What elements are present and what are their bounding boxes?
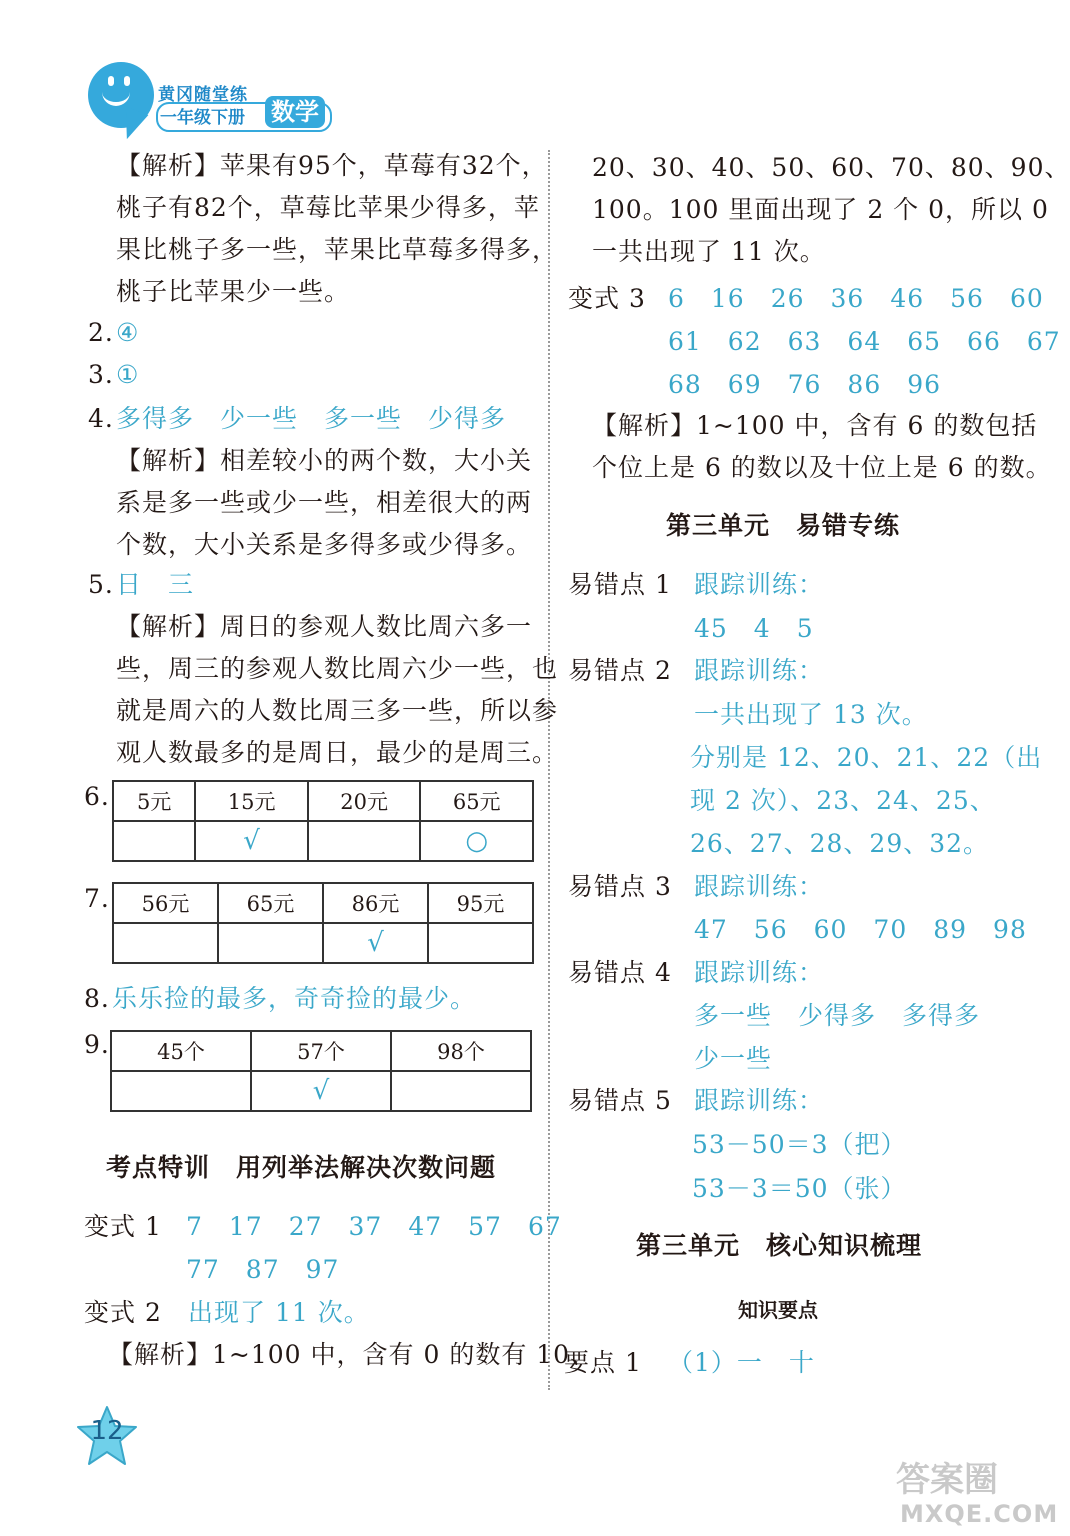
unit-title-core-knowledge: 第三单元 核心知识梳理	[636, 1231, 923, 1260]
q6-mark-cell: ○	[420, 821, 533, 861]
page-number: 12	[90, 1416, 124, 1446]
q3-number: 3.	[88, 360, 114, 389]
q4-answer: 多得多 少一些 多一些 少得多	[116, 404, 507, 433]
q9-mark-cell	[111, 1071, 251, 1111]
unit-title-error-practice: 第三单元 易错专练	[666, 511, 901, 540]
error-point-3-head: 跟踪训练：	[694, 872, 825, 901]
key-point-1-answer: （1）一 十	[668, 1348, 815, 1377]
section-title-special-training: 考点特训 用列举法解决次数问题	[106, 1153, 497, 1182]
variant-3-analysis-line-2: 个位上是 6 的数以及十位上是 6 的数。	[592, 453, 1052, 482]
q5-analysis-line-3: 就是周六的人数比周三多一些，所以参	[116, 696, 559, 725]
q8-answer: 乐乐捡的最多，奇奇捡的最少。	[112, 984, 477, 1013]
error-point-2-line-3: 现 2 次）、23、24、25、	[690, 786, 996, 815]
q6-table	[112, 780, 534, 862]
variant-3-analysis-line-1: 【解析】1~100 中，含有 6 的数包括	[592, 411, 1038, 440]
variant-1-answer-line-1: 7 17 27 37 47 57 67	[186, 1212, 562, 1241]
q5-analysis-line-1: 【解析】周日的参观人数比周六多一	[116, 612, 533, 641]
q6-header-cell: 65元	[420, 781, 533, 821]
q7-header-cell: 56元	[113, 883, 218, 923]
variant-3-answer-line-3: 68 69 76 86 96	[668, 370, 942, 399]
key-point-1-label: 要点 1	[564, 1348, 642, 1377]
q7-number: 7.	[84, 884, 110, 913]
error-point-2-line-4: 26、27、28、29、32。	[690, 829, 990, 858]
q5-answer: 日 三	[116, 570, 195, 599]
error-point-5-head: 跟踪训练：	[694, 1086, 825, 1115]
q7-header-cell: 95元	[428, 883, 533, 923]
variant-3-answer-line-1: 6 16 26 36 46 56 60	[668, 284, 1044, 313]
variant-3-label: 变式 3	[568, 284, 646, 313]
logo-eye-right	[124, 76, 130, 86]
error-point-5-line-2: 53－3＝50（张）	[692, 1174, 907, 1203]
q9-number: 9.	[84, 1030, 110, 1059]
error-point-4-line-1: 多一些 少得多 多得多	[694, 1001, 981, 1030]
watermark-url: MXQE.COM	[900, 1500, 1059, 1528]
q5-analysis-line-2: 些，周三的参观人数比周六少一些，也	[116, 654, 559, 683]
q7-mark-cell: √	[323, 923, 428, 963]
variant-1-answer-line-2: 77 87 97	[186, 1255, 340, 1284]
error-point-2-head: 跟踪训练：	[694, 656, 825, 685]
q2-number: 2.	[88, 318, 114, 347]
q7-mark-cell	[218, 923, 323, 963]
error-point-1-answer: 45 4 5	[694, 614, 814, 643]
error-point-4-line-2: 少一些	[694, 1044, 773, 1073]
q4-number: 4.	[88, 404, 114, 433]
watermark-logo: 答案圈	[896, 1460, 998, 1500]
error-point-5-label: 易错点 5	[568, 1086, 672, 1115]
error-point-1-head: 跟踪训练：	[694, 570, 825, 599]
error-point-5-line-1: 53－50＝3（把）	[692, 1130, 907, 1159]
q7-mark-cell	[113, 923, 218, 963]
q6-mark-cell: √	[195, 821, 308, 861]
q1-analysis-line-4: 桃子比苹果少一些。	[116, 277, 351, 306]
q7-header-cell: 65元	[218, 883, 323, 923]
q9-header-cell: 45个	[111, 1031, 251, 1071]
logo-eye-left	[108, 76, 114, 86]
q4-analysis-line-1: 【解析】相差较小的两个数，大小关	[116, 446, 533, 475]
knowledge-points-subtitle: 知识要点	[738, 1298, 818, 1322]
variant-2-analysis-cont-3: 一共出现了 11 次。	[592, 237, 826, 266]
q8-number: 8.	[84, 984, 110, 1013]
q3-answer: ①	[116, 360, 140, 389]
q9-mark-cell: √	[251, 1071, 391, 1111]
variant-2-analysis-cont-2: 100。100 里面出现了 2 个 0，所以 0	[592, 195, 1049, 224]
q6-header-cell: 15元	[195, 781, 308, 821]
q1-analysis-line-1: 【解析】苹果有95个，草莓有32个，	[116, 151, 548, 180]
variant-2-answer: 出现了 11 次。	[188, 1298, 370, 1327]
error-point-1-label: 易错点 1	[568, 570, 672, 599]
error-point-2-line-2: 分别是 12、20、21、22（出	[690, 743, 1043, 772]
q1-analysis-line-2: 桃子有82个，草莓比苹果少得多，苹	[116, 193, 540, 222]
error-point-3-answer: 47 56 60 70 89 98	[694, 915, 1027, 944]
variant-2-label: 变式 2	[84, 1298, 162, 1327]
q4-analysis-line-3: 个数，大小关系是多得多或少得多。	[116, 530, 533, 559]
variant-1-label: 变式 1	[84, 1212, 162, 1241]
error-point-2-label: 易错点 2	[568, 656, 672, 685]
q6-mark-cell	[308, 821, 421, 861]
variant-2-analysis-cont-1: 20、30、40、50、60、70、80、90、	[592, 153, 1070, 182]
q5-analysis-line-4: 观人数最多的是周日，最少的是周三。	[116, 738, 559, 767]
q9-header-cell: 57个	[251, 1031, 391, 1071]
grade-label: 一年级下册	[160, 108, 245, 128]
variant-3-answer-line-2: 61 62 63 64 65 66 67	[668, 327, 1061, 356]
q5-number: 5.	[88, 570, 114, 599]
brand-name: 黄冈随堂练	[158, 85, 248, 105]
q6-header-cell: 20元	[308, 781, 421, 821]
q6-mark-cell	[113, 821, 195, 861]
q2-answer: ④	[116, 318, 140, 347]
error-point-2-line-1: 一共出现了 13 次。	[694, 700, 928, 729]
q6-header-cell: 5元	[113, 781, 195, 821]
q6-number: 6.	[84, 782, 110, 811]
q9-header-cell: 98个	[391, 1031, 531, 1071]
error-point-3-label: 易错点 3	[568, 872, 672, 901]
variant-2-analysis: 【解析】1~100 中，含有 0 的数有 10、	[108, 1340, 597, 1369]
q9-mark-cell	[391, 1071, 531, 1111]
q1-analysis-line-3: 果比桃子多一些，苹果比草莓多得多，	[116, 235, 559, 264]
q9-table	[110, 1030, 532, 1112]
error-point-4-head: 跟踪训练：	[694, 958, 825, 987]
subject-label: 数学	[265, 96, 325, 128]
q7-header-cell: 86元	[323, 883, 428, 923]
q7-table	[112, 882, 534, 964]
error-point-4-label: 易错点 4	[568, 958, 672, 987]
q4-analysis-line-2: 系是多一些或少一些，相差很大的两	[116, 488, 533, 517]
q7-mark-cell	[428, 923, 533, 963]
